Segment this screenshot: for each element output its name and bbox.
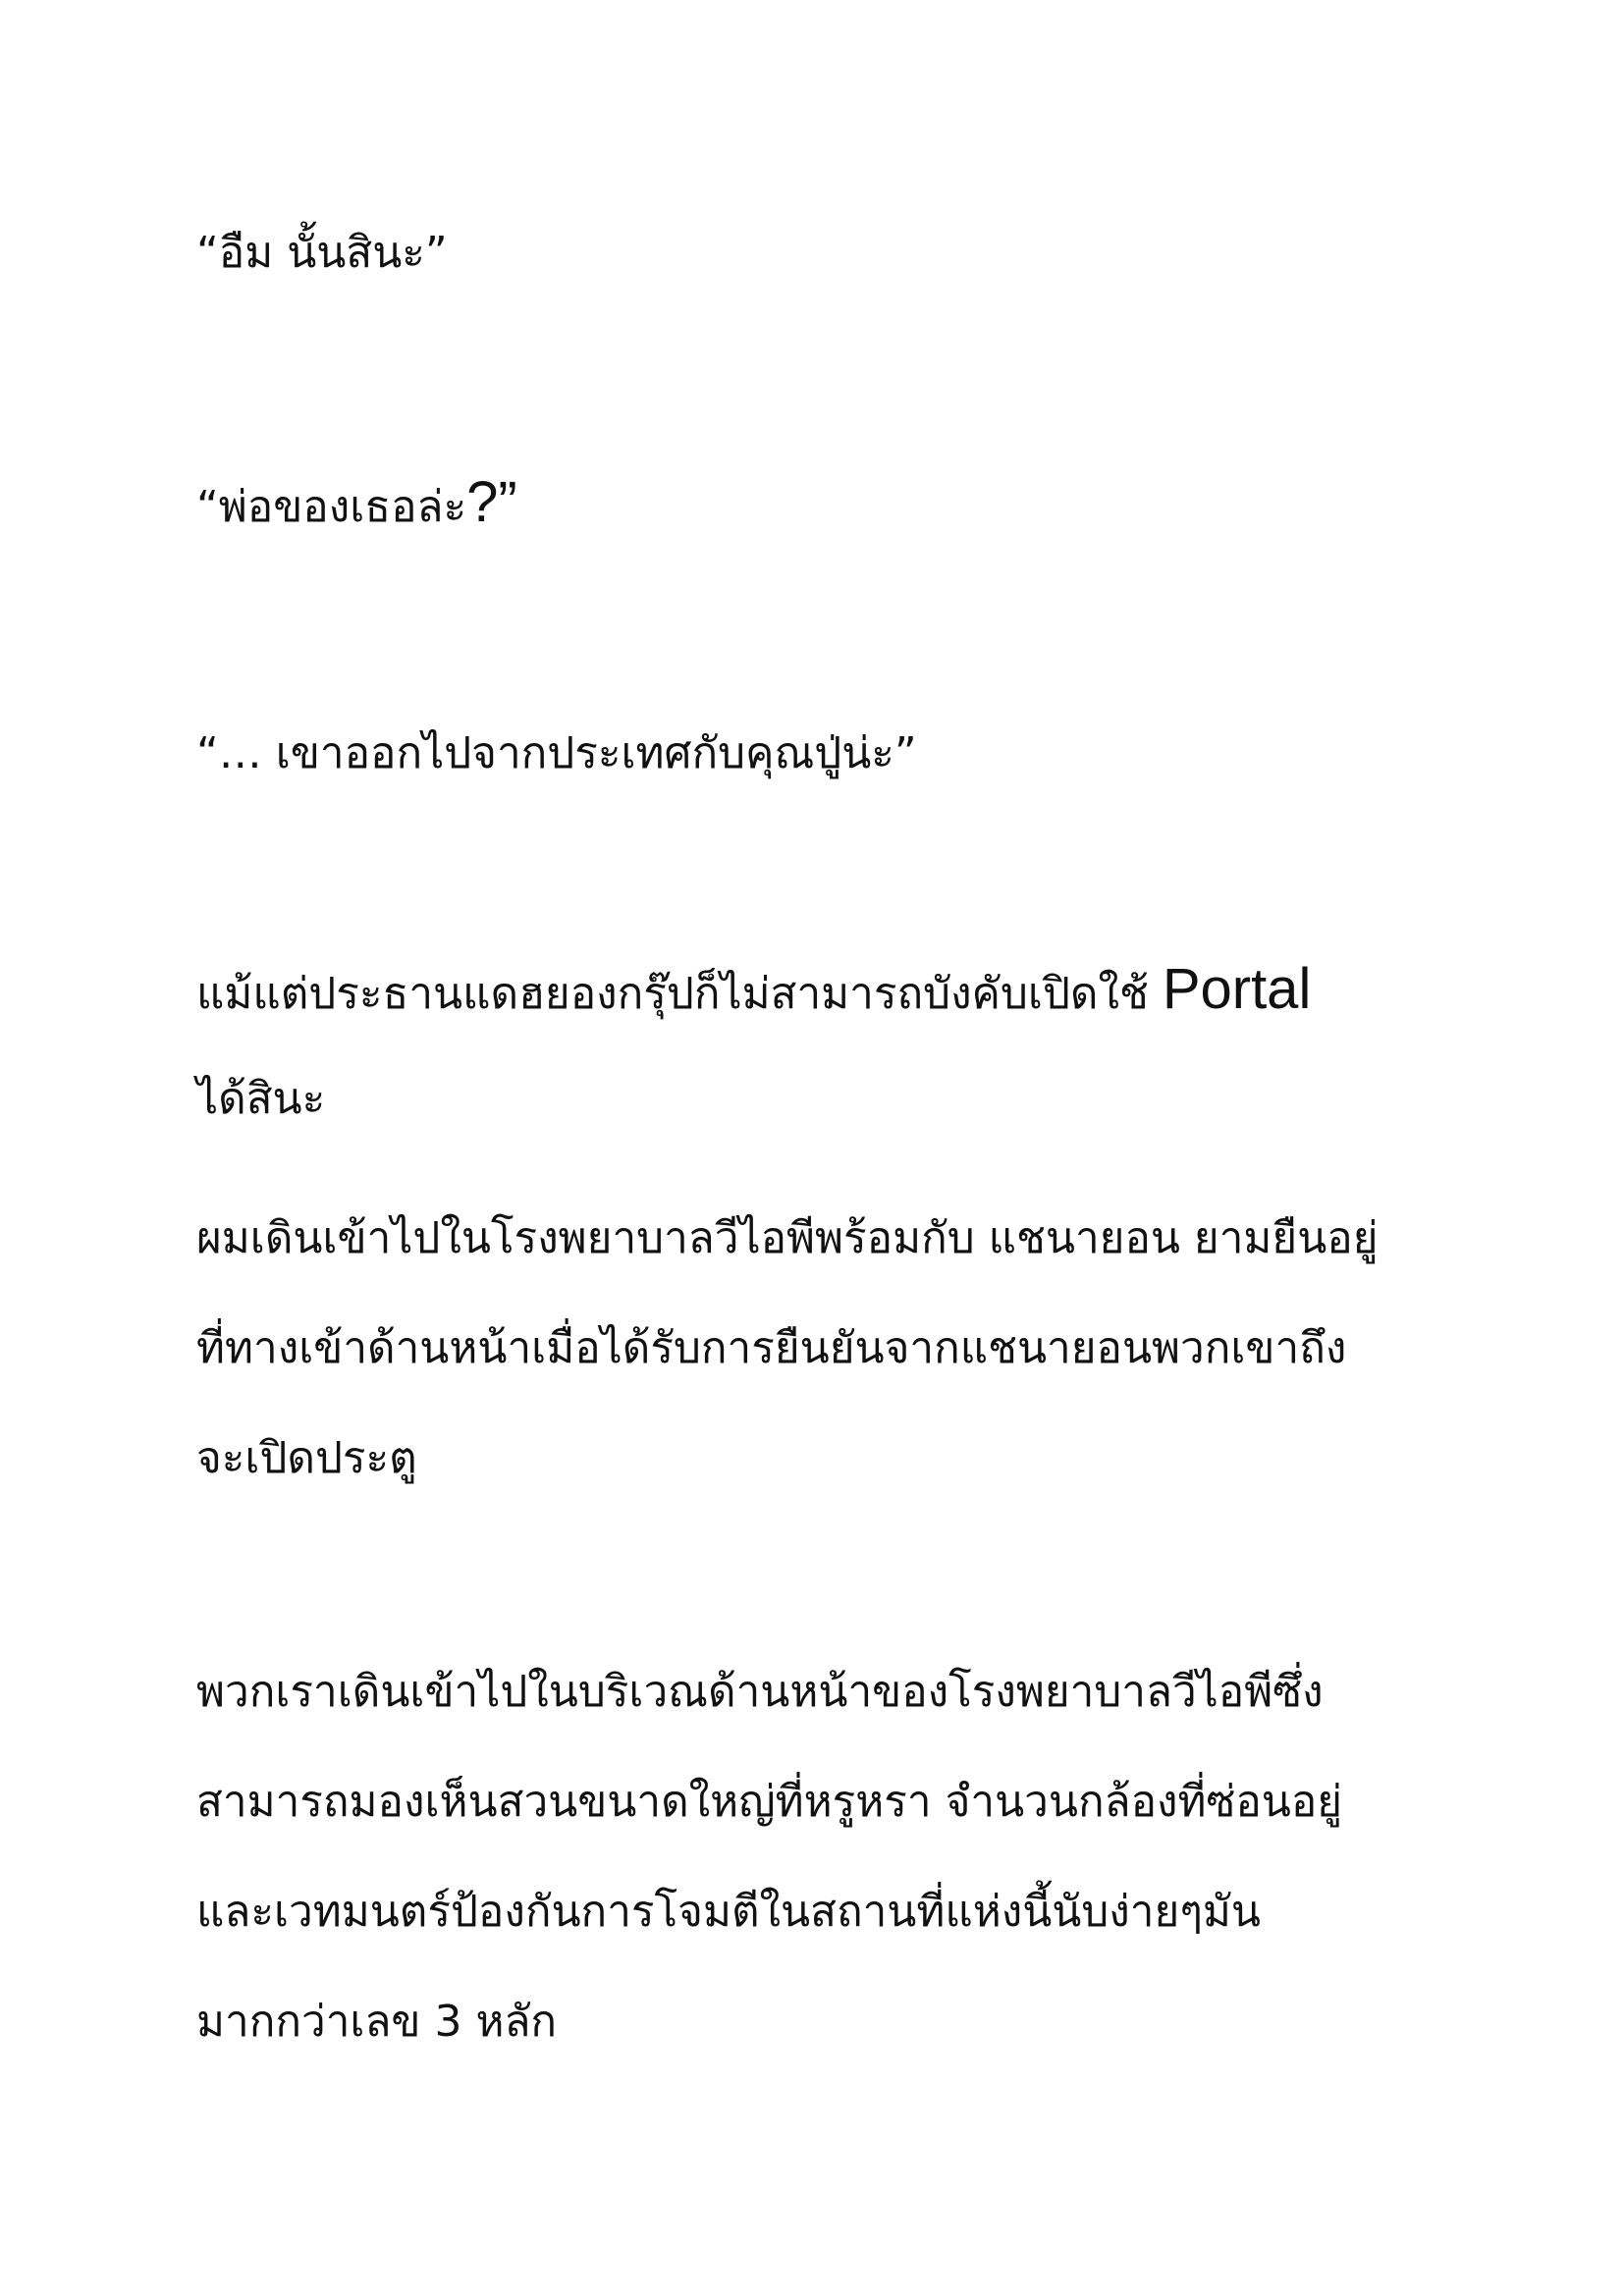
paragraph-line: ได้สินะ: [196, 1074, 326, 1124]
dialogue-line: “… เขาออกไปจากประเทศกับคุณปู่น่ะ”: [196, 728, 917, 778]
paragraph-line: [196, 957, 1473, 1024]
paragraph-line: พวกเราเดินเข้าไปในบริเวณด้านหน้าของโรงพยาบาลวีไอพีซึ่ง: [196, 1667, 1324, 1717]
paragraph-line: สามารถมองเห็นสวนขนาดใหญ่ที่หรูหรา จำนวนกล้องที่ซ่อนอยู่: [196, 1777, 1343, 1827]
paragraph-line: ที่ทางเข้าด้านหน้าเมื่อได้รับการยืนยันจากแชนายอนพวกเขาถึง: [196, 1323, 1347, 1373]
paragraph-line: และเวทมนตร์ป้องกันการโจมตีในสถานที่แห่งนี้นับง่ายๆมัน: [196, 1887, 1261, 1937]
paragraph-line: จะเปิดประตู: [196, 1433, 417, 1483]
question-mark: ?”: [466, 470, 517, 534]
paragraph-text: แม้แต่ประธานแดฮยองกรุ๊ปก็ไม่สามารถบังคับเปิดใช้: [196, 969, 1149, 1019]
paragraph-line: ผมเดินเข้าไปในโรงพยาบาลวีไอพีพร้อมกับ แชนายอน ยามยืนอยู่: [196, 1213, 1379, 1263]
portal-word: Portal: [1162, 957, 1312, 1021]
dialogue-line: [196, 470, 1473, 537]
paragraph-line: มากกว่าเลข 3 หลัก: [196, 1997, 558, 2047]
dialogue-text: “พ่อของเธอล่ะ: [196, 482, 467, 532]
dialogue-line: “อืม นั้นสินะ”: [196, 228, 448, 278]
